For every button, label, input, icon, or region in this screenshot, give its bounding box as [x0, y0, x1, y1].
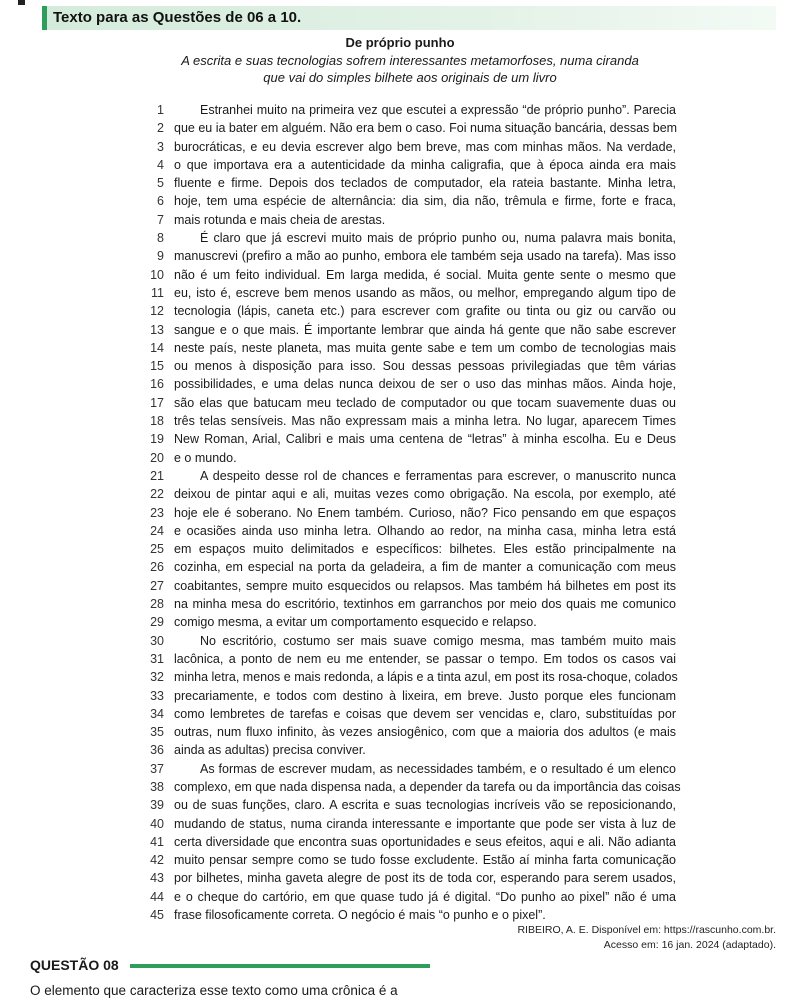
line-number: 41: [150, 834, 164, 849]
line-number: 2: [157, 121, 164, 136]
line-number: 34: [150, 706, 164, 721]
text-line: [0, 174, 800, 192]
line-number: 10: [150, 267, 164, 282]
source-line-1: RIBEIRO, A. E. Disponível em: https://rascunho.com.br.: [517, 924, 776, 936]
text-line: [0, 833, 800, 851]
line-number: 45: [150, 908, 164, 923]
line-text: em espaços muito delimitados e específicos: bilhetes. Eles estão principalmente na: [174, 542, 676, 557]
line-number: 16: [150, 377, 164, 392]
line-text: New Roman, Arial, Calibri e mais uma centena de “letras” à minha escolha. Eu e Deus: [174, 432, 676, 447]
line-number: 24: [150, 523, 164, 538]
line-number: 42: [150, 853, 164, 868]
text-body: [0, 101, 800, 924]
line-number: 21: [150, 468, 164, 483]
text-line: [0, 138, 800, 156]
line-number: 20: [150, 450, 164, 465]
text-line: [0, 705, 800, 723]
text-line: [0, 796, 800, 814]
line-text: ainda as adultas) precisa conviver.: [174, 743, 366, 758]
line-number: 37: [150, 761, 164, 776]
line-text: No escritório, costumo ser mais suave comigo mesma, mas também muito mais: [200, 633, 676, 648]
line-number: 39: [150, 798, 164, 813]
line-text: lacônica, a ponto de nem eu me entender, se passar o tempo. Em todos os casos vai: [174, 651, 676, 666]
text-line: [0, 906, 800, 924]
line-text: na minha mesa do escritório, textinhos em garranchos por meio dos quais me comunico: [174, 597, 676, 612]
line-text: coabitantes, sempre muito esquecidos ou relapsos. Mas também há bilhetes em post its: [174, 578, 676, 593]
line-number: 14: [150, 340, 164, 355]
line-number: 7: [157, 212, 164, 227]
line-text: complexo, em que nada dispensa nada, a depender da tarefa ou da importância das coisas: [174, 779, 681, 794]
line-text: tecnologia (lápis, caneta etc.) para escrever com grafite ou tinta ou giz ou carvão ou: [174, 304, 676, 319]
text-line: [0, 247, 800, 265]
text-line: [0, 815, 800, 833]
text-line: [0, 888, 800, 906]
source-line-2: Acesso em: 16 jan. 2024 (adaptado).: [603, 939, 776, 951]
text-line: [0, 430, 800, 448]
line-text: muito pensar sempre como se tudo fosse excludente. Estão aí minha farta comunicação: [174, 853, 676, 868]
line-text: outras, num fluxo infinito, às vezes ansiogênico, com que a maioria dos adultos (e mais: [174, 725, 676, 740]
line-number: 43: [150, 871, 164, 886]
line-number: 25: [150, 542, 164, 557]
text-line: [0, 357, 800, 375]
line-text: precariamente, e todos com destino à lixeira, em breve. Justo porque eles funcionam: [174, 688, 676, 703]
text-line: [0, 284, 800, 302]
line-text: deixou de pintar aqui e ali, muitas vezes como obrigação. Na escola, por exemplo, até: [174, 487, 676, 502]
line-number: 15: [150, 359, 164, 374]
text-line: [0, 632, 800, 650]
line-number: 18: [150, 414, 164, 429]
text-line: [0, 449, 800, 467]
text-subtitle: A escrita e suas tecnologias sofrem interessantes metamorfoses, numa ciranda que vai do simples bilhete aos originais de um livro: [181, 53, 639, 85]
text-line: [0, 412, 800, 430]
line-number: 3: [157, 139, 164, 154]
question-heading: QUESTÃO 08: [30, 957, 119, 973]
line-number: 1: [157, 103, 164, 117]
line-text: fluente e firme. Depois dos teclados de computador, ela rateia bastante. Minha letra,: [174, 176, 676, 191]
page-corner-mark: [18, 0, 25, 5]
text-line: [0, 723, 800, 741]
source-citation: [517, 923, 776, 953]
line-number: 9: [157, 249, 164, 264]
text-line: [0, 101, 800, 119]
line-number: 36: [150, 743, 164, 758]
line-text: As formas de escrever mudam, as necessidades também, e o resultado é um elenco: [200, 761, 676, 776]
line-number: 31: [150, 651, 164, 666]
text-line: [0, 485, 800, 503]
text-line: [0, 668, 800, 686]
line-text: mudando de status, numa ciranda interessante e importante que pode ser vista à luz de: [174, 816, 676, 831]
line-text: manuscrevi (prefiro a mão ao punho, embora ele também seja usado na tarefa). Mas isso: [174, 249, 676, 264]
text-line: [0, 119, 800, 137]
line-number: 30: [150, 633, 164, 648]
text-line: [0, 741, 800, 759]
question-heading-rule: [130, 964, 430, 968]
line-text: que eu ia bater em alguém. Não era bem o caso. Foi numa situação bancária, dessas bem: [174, 121, 678, 136]
question-text: O elemento que caracteriza esse texto como uma crônica é a: [30, 983, 398, 998]
line-text: A despeito desse rol de chances e ferramentas para escrever, o manuscrito nunca: [200, 468, 676, 483]
text-line: [0, 211, 800, 229]
text-line: [0, 760, 800, 778]
text-line: [0, 851, 800, 869]
text-line: [0, 558, 800, 576]
line-text: neste país, neste planeta, mas muita gente sabe e tem um combo de tecnologias mais: [174, 340, 676, 355]
line-number: 27: [150, 578, 164, 593]
line-text: ou de suas funções, claro. A escrita e suas tecnologias incríveis vão se reposicionando,: [174, 798, 676, 813]
line-text: hoje, tem uma espécie de alternância: dia sim, dia não, trêmula e firme, forte e fraca,: [174, 194, 676, 209]
text-line: [0, 192, 800, 210]
line-text: e o cheque do cartório, em que quase tudo já é digital. “Do punho ao pixel” não é uma: [174, 889, 676, 904]
text-line: [0, 650, 800, 668]
line-text: hoje ele é soberano. No Enem também. Curioso, não? Fico pensando em que espaços: [174, 505, 676, 520]
line-text: burocráticas, e eu devia escrever algo bem breve, mas com minhas mãos. Na verdade,: [174, 139, 676, 154]
line-number: 38: [150, 779, 164, 794]
text-line: [0, 540, 800, 558]
line-text: não é um feito individual. Em larga medida, é social. Muita gente sente o mesmo que: [174, 267, 676, 282]
text-line: [0, 302, 800, 320]
line-text: Estranhei muito na primeira vez que escutei a expressão “de próprio punho”. Parecia: [200, 103, 676, 117]
line-text: frase filosoficamente correta. O negócio é mais “o punho e o pixel”.: [174, 908, 546, 923]
line-number: 11: [151, 285, 164, 300]
text-line: [0, 375, 800, 393]
text-line: [0, 504, 800, 522]
line-number: 8: [157, 231, 164, 246]
text-line: [0, 156, 800, 174]
text-line: [0, 577, 800, 595]
line-number: 28: [150, 597, 164, 612]
line-number: 12: [150, 304, 164, 319]
line-text: ou menos à disposição para isso. Sou dessas pessoas privilegiadas que têm várias: [174, 359, 676, 374]
line-number: 40: [150, 816, 164, 831]
text-line: [0, 595, 800, 613]
line-text: certa diversidade que encontra suas oportunidades e seus efeitos, aqui e ali. Não adianta: [174, 834, 676, 849]
text-line: [0, 321, 800, 339]
line-text: É claro que já escrevi muito mais de próprio punho ou, numa palavra mais bonita,: [200, 231, 676, 246]
line-number: 5: [157, 176, 164, 191]
text-line: [0, 613, 800, 631]
line-text: minha letra, menos e mais redonda, a lápis e a tinta azul, em post its rosa-choque, colados: [174, 670, 678, 685]
text-line: [0, 522, 800, 540]
text-line: [0, 467, 800, 485]
line-number: 13: [150, 322, 164, 337]
line-number: 6: [157, 194, 164, 209]
line-number: 19: [150, 432, 164, 447]
line-text: sangue e o que mais. É importante lembrar que ainda há gente que não sabe escrever: [174, 322, 676, 337]
line-text: são elas que batucam meu teclado de computador ou que tocam suavemente duas ou: [174, 395, 676, 410]
line-text: possibilidades, e uma delas nunca deixou de ser o uso das minhas mãos. Ainda hoje,: [174, 377, 676, 392]
text-line: [0, 229, 800, 247]
section-header: [42, 6, 776, 30]
line-number: 17: [150, 395, 164, 410]
line-number: 4: [157, 157, 164, 172]
text-line: [0, 869, 800, 887]
text-line: [0, 687, 800, 705]
text-title: De próprio punho: [345, 35, 455, 50]
line-text: como lembretes de tarefas e coisas que devem ser vencidas e, claro, substituídas por: [174, 706, 676, 721]
line-text: três telas sensíveis. Mas não expressam mais a minha letra. No lugar, aparecem Times: [174, 414, 676, 429]
line-text: cozinha, em especial na porta da geladeira, a fim de manter a comunicação com meus: [174, 560, 676, 575]
line-number: 44: [150, 889, 164, 904]
line-text: por bilhetes, minha gaveta alegre de post its de toda cor, esperando para serem usados,: [174, 871, 676, 886]
line-text: mais rotunda e mais cheia de arestas.: [174, 212, 386, 227]
line-number: 33: [150, 688, 164, 703]
line-number: 35: [150, 725, 164, 740]
line-text: comigo mesma, a evitar um comportamento esquecido e relapso.: [174, 615, 537, 630]
line-text: o que importava era a autenticidade da minha caligrafia, que à época ainda era mais: [174, 157, 676, 172]
section-header-label: Texto para as Questões de 06 a 10.: [53, 9, 302, 26]
line-text: eu, isto é, escreve bem menos usando as mãos, ou melhor, empregando algum tipo de: [174, 285, 676, 300]
line-number: 23: [150, 505, 164, 520]
text-line: [0, 394, 800, 412]
text-line: [0, 778, 800, 796]
line-text: e ocasiões ainda uso minha letra. Olhando ao redor, na minha casa, minha letra está: [174, 523, 676, 538]
line-number: 26: [150, 560, 164, 575]
text-line: [0, 339, 800, 357]
line-number: 29: [150, 615, 164, 630]
text-line: [0, 266, 800, 284]
line-number: 22: [150, 487, 164, 502]
line-text: e o mundo.: [174, 450, 237, 465]
line-number: 32: [150, 670, 164, 685]
